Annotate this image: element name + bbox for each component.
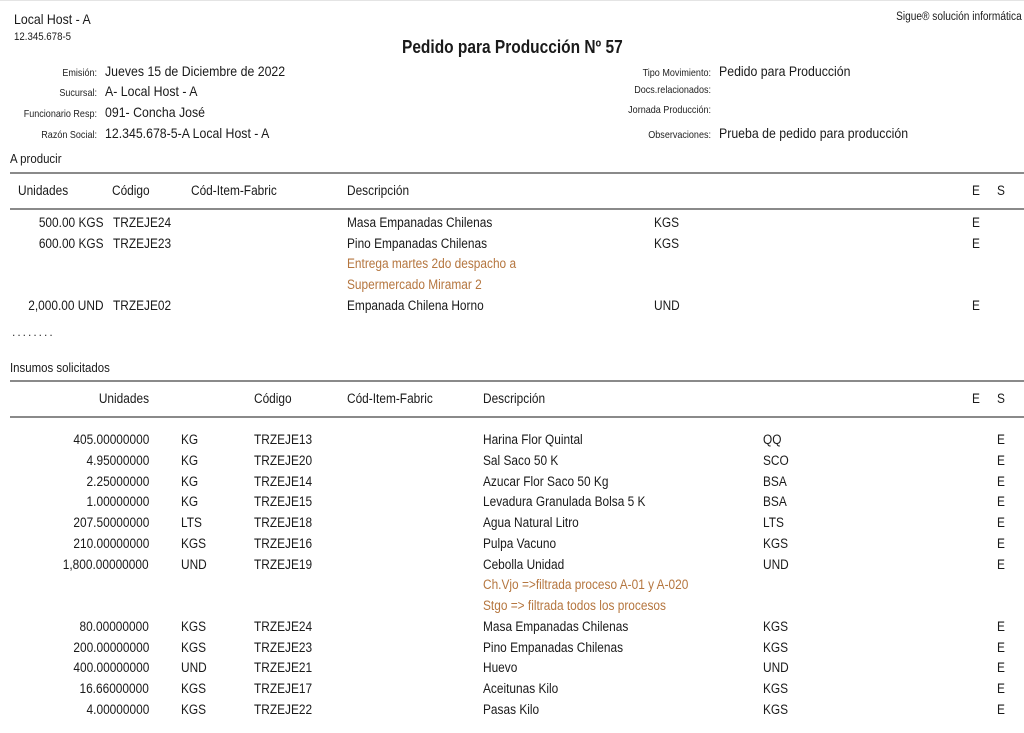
- row-qty: 4.95000000: [86, 452, 149, 468]
- row-um: LTS: [181, 515, 202, 530]
- col-header-descripcion: Descripción: [483, 391, 546, 406]
- field-label: Tipo Movimiento:: [642, 67, 711, 79]
- row-unit: KGS: [763, 681, 789, 696]
- row-s: E: [997, 494, 1005, 510]
- document-title: Pedido para Producción Nº 57: [402, 37, 623, 57]
- section-title-producir: A producir: [10, 151, 62, 166]
- row-qty: 16.66000000: [79, 681, 149, 696]
- row-code: TRZEJE13: [254, 432, 313, 447]
- row-um: KG: [181, 494, 199, 510]
- row-um: KGS: [181, 701, 207, 717]
- row-code: TRZEJE22: [254, 701, 313, 717]
- row-um: UND: [181, 556, 207, 572]
- col-header-e: E: [972, 391, 980, 406]
- top-border: [0, 0, 1024, 1]
- row-unit: KGS: [763, 618, 789, 634]
- section-title-insumos: Insumos solicitados: [10, 360, 110, 375]
- row-unit: BSA: [763, 473, 787, 489]
- row-um: UND: [181, 660, 207, 676]
- field-emision: [0, 63, 330, 79]
- row-qty: 4.00000000: [86, 701, 149, 717]
- row-code: TRZEJE20: [254, 452, 313, 468]
- table-header-rule: [10, 208, 1024, 210]
- row-desc: Harina Flor Quintal: [483, 432, 583, 447]
- row-desc: Agua Natural Litro: [483, 515, 579, 530]
- row-qty: 80.00000000: [79, 618, 149, 634]
- col-header-e: E: [972, 183, 980, 198]
- field-observaciones: [560, 125, 1000, 141]
- row-um: KGS: [181, 639, 207, 655]
- field-value: Jueves 15 de Diciembre de 2022: [105, 63, 286, 79]
- field-jornada-produccion: [560, 104, 1000, 116]
- row-unit: KGS: [654, 235, 680, 251]
- row-um: KG: [181, 452, 199, 468]
- row-s: E: [997, 660, 1005, 676]
- row-s: E: [997, 432, 1005, 447]
- field-funcionario: [0, 104, 330, 120]
- col-header-unidades: Unidades: [98, 391, 149, 406]
- row-code: TRZEJE17: [254, 681, 313, 696]
- table-top-rule: [10, 380, 1024, 382]
- field-tipo-movimiento: [560, 63, 1000, 79]
- row-desc: Cebolla Unidad: [483, 556, 565, 572]
- row-um: KG: [181, 473, 199, 489]
- col-header-s: S: [997, 183, 1005, 198]
- row-e: E: [972, 235, 980, 251]
- company-name: Local Host - A: [14, 11, 91, 27]
- table-header-rule: [10, 416, 1024, 418]
- field-label: Funcionario Resp:: [23, 108, 97, 120]
- row-note: Stgo => filtrada todos los procesos: [483, 598, 666, 613]
- row-code: TRZEJE02: [113, 297, 172, 313]
- company-rut: 12.345.678-5: [14, 31, 72, 43]
- row-s: E: [997, 535, 1005, 551]
- field-label: Emisión:: [62, 67, 97, 79]
- row-s: E: [997, 701, 1005, 717]
- field-value: Pedido para Producción: [719, 63, 851, 79]
- row-um: KGS: [181, 618, 207, 634]
- row-note: Entrega martes 2do despacho a: [347, 256, 517, 272]
- row-qty: 2,000.00 UND: [28, 297, 104, 313]
- row-code: TRZEJE19: [254, 556, 313, 572]
- row-um: KGS: [181, 535, 207, 551]
- row-s: E: [997, 639, 1005, 655]
- row-unit: SCO: [763, 452, 789, 468]
- row-qty: 2.25000000: [86, 473, 149, 489]
- field-sucursal: [0, 83, 330, 99]
- row-unit: QQ: [763, 432, 782, 447]
- row-unit: LTS: [763, 515, 784, 530]
- row-s: E: [997, 515, 1005, 530]
- row-s: E: [997, 556, 1005, 572]
- field-value: A- Local Host - A: [105, 83, 198, 99]
- row-desc: Levadura Granulada Bolsa 5 K: [483, 494, 646, 510]
- field-value: 12.345.678-5-A Local Host - A: [105, 125, 270, 141]
- row-qty: 200.00000000: [73, 639, 149, 655]
- row-s: E: [997, 681, 1005, 696]
- row-qty: 1.00000000: [86, 494, 149, 510]
- field-value: Prueba de pedido para producción: [719, 125, 909, 141]
- row-unit: BSA: [763, 494, 787, 510]
- row-desc: Aceitunas Kilo: [483, 681, 559, 696]
- row-qty: 210.00000000: [73, 535, 149, 551]
- row-note: Ch.Vjo =>filtrada proceso A-01 y A-020: [483, 577, 689, 593]
- row-desc: Pasas Kilo: [483, 701, 540, 717]
- row-e: E: [972, 297, 980, 313]
- row-code: TRZEJE24: [254, 618, 313, 634]
- row-unit: KGS: [763, 535, 789, 551]
- row-code: TRZEJE15: [254, 494, 313, 510]
- row-unit: UND: [654, 297, 680, 313]
- row-s: E: [997, 473, 1005, 489]
- row-unit: UND: [763, 556, 789, 572]
- row-code: TRZEJE23: [113, 235, 172, 251]
- row-code: TRZEJE23: [254, 639, 313, 655]
- col-header-codigo: Código: [254, 391, 292, 406]
- row-desc: Huevo: [483, 660, 518, 676]
- row-s: E: [997, 618, 1005, 634]
- row-s: E: [997, 452, 1005, 468]
- col-header-s: S: [997, 391, 1005, 406]
- row-desc: Pulpa Vacuno: [483, 535, 557, 551]
- field-label: Razón Social:: [41, 129, 97, 141]
- row-unit: UND: [763, 660, 789, 676]
- row-desc: Sal Saco 50 K: [483, 452, 559, 468]
- col-header-codigo: Código: [112, 183, 150, 198]
- row-desc: Empanada Chilena Horno: [347, 297, 484, 313]
- row-e: E: [972, 215, 980, 230]
- row-desc: Pino Empanadas Chilenas: [483, 639, 624, 655]
- row-desc: Masa Empanadas Chilenas: [347, 215, 493, 230]
- row-code: TRZEJE21: [254, 660, 313, 676]
- brand-label: Sigue® solución informática: [896, 11, 1022, 23]
- row-qty: 1,800.00000000: [63, 556, 149, 572]
- col-header-unidades: Unidades: [18, 183, 69, 198]
- row-code: TRZEJE18: [254, 515, 313, 530]
- row-qty: 600.00 KGS: [39, 235, 104, 251]
- row-code: TRZEJE14: [254, 473, 313, 489]
- row-unit: KGS: [763, 639, 789, 655]
- field-label: Sucursal:: [59, 87, 97, 99]
- row-code: TRZEJE16: [254, 535, 313, 551]
- row-unit: KGS: [654, 215, 680, 230]
- row-note: Supermercado Miramar 2: [347, 277, 482, 293]
- row-qty: 500.00 KGS: [39, 215, 104, 230]
- row-qty: 405.00000000: [73, 432, 149, 447]
- col-header-cod-item: Cód-Item-Fabric: [191, 183, 277, 198]
- table-top-rule: [10, 172, 1024, 174]
- col-header-cod-item: Cód-Item-Fabric: [347, 391, 433, 406]
- field-label: Observaciones:: [648, 129, 711, 141]
- row-um: KG: [181, 432, 199, 447]
- field-razon-social: [0, 125, 330, 141]
- row-unit: KGS: [763, 701, 789, 717]
- row-qty: 400.00000000: [73, 660, 149, 676]
- ellipsis: ........: [12, 325, 55, 339]
- row-desc: Azucar Flor Saco 50 Kg: [483, 473, 609, 489]
- field-value: 091- Concha José: [105, 104, 206, 120]
- row-desc: Masa Empanadas Chilenas: [483, 618, 629, 634]
- col-header-descripcion: Descripción: [347, 183, 410, 198]
- field-label: Docs.relacionados:: [634, 84, 711, 96]
- row-code: TRZEJE24: [113, 215, 172, 230]
- row-desc: Pino Empanadas Chilenas: [347, 235, 488, 251]
- row-qty: 207.50000000: [73, 515, 149, 530]
- row-um: KGS: [181, 681, 207, 696]
- field-label: Jornada Producción:: [628, 104, 711, 116]
- field-docs-relacionados: [560, 84, 1000, 96]
